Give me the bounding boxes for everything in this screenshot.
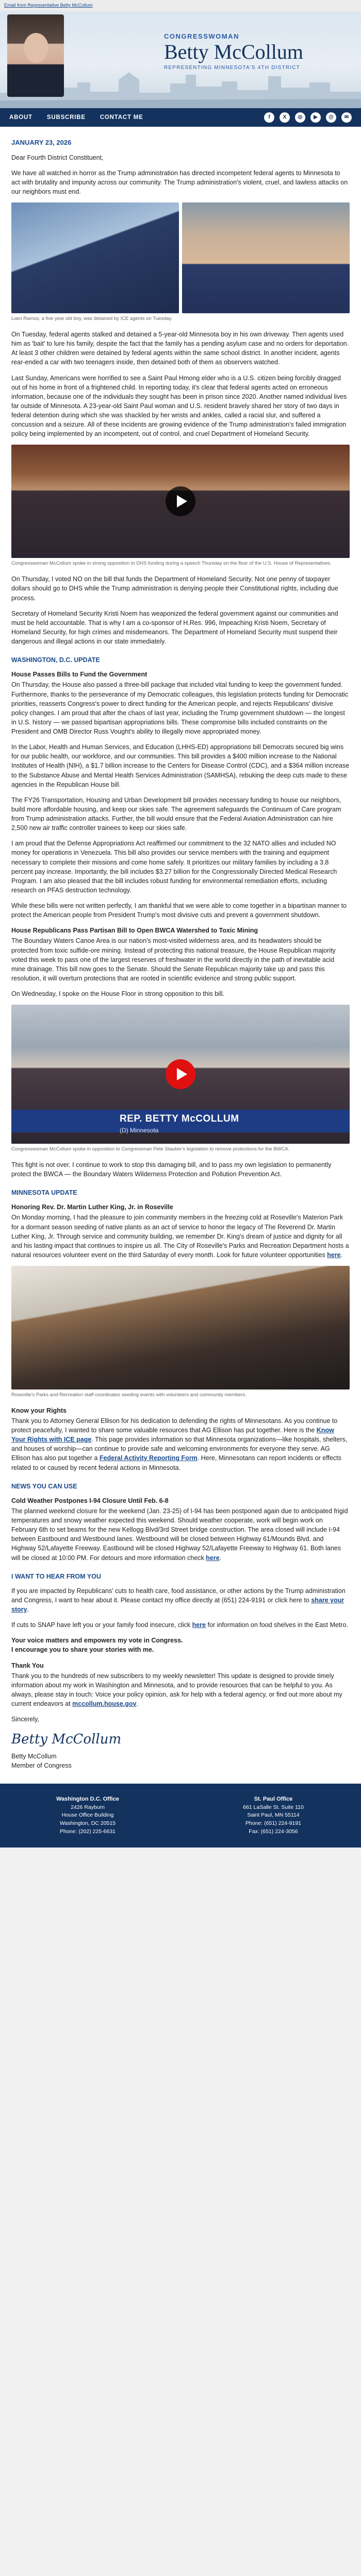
x-icon[interactable]: X: [280, 112, 290, 123]
office-line: 661 LaSalle St. Suite 110: [243, 1804, 304, 1810]
video-floor-speech[interactable]: [11, 445, 350, 558]
nameplate-name: Betty McCollum: [164, 40, 303, 63]
office-title: Washington D.C. Office: [56, 1796, 119, 1803]
paragraph: Secretary of Homeland Security Kristi Noem has weaponized the federal government against our communities and must be held accountable. That is why I am a co-sponsor of H.Res. 996, Impeaching Kristi Noem, Secretary of Homeland Security, for high crimes and misdemeanors. The Department of Homeland Security must suspend their dangerous and illegal actions in our state immediately.: [11, 609, 338, 645]
nameplate-title: CONGRESSWOMAN: [164, 32, 239, 40]
share-story-link[interactable]: share your story: [11, 1596, 344, 1614]
nav-contact[interactable]: CONTACT ME: [100, 114, 143, 121]
paragraph: The planned weekend closure for the weekend (Jan. 23-25) of I-94 has been postponed again due to anticipated frigid temperatures and snowy weather expected this weekend. Should weather cooperate, work will begin work on February 6th to set beams for the new Kellogg Blvd/3rd Street bridge construction. The area closed will include I-94 between Eastbound and Westbound lanes. Westbound will be closed between Highway 61/Mounds Blvd. and Highway 52/Lafayette Freeway. Eastbound will be closed Highway 52/Lafayette Freeway to Highway 61. Both lanes will be closed at 10:00 PM. For detours and more information check here.: [11, 1507, 348, 1562]
video-speaker-party: (D) Minnesota: [120, 1126, 159, 1134]
nav-about[interactable]: ABOUT: [9, 114, 32, 121]
paragraph: On Monday morning, I had the pleasure to join community members in the freezing cold at Roseville's Materion Park for a dormant season seeding of native plants as an act of service to honor the legacy of The Reverend Dr. Martin Luther King, Jr. Through service and community building, we remember Dr. King's dream of justice and dignity for all and his lasting impact that continues to inspire us all. The City of Roseville's Parks and Recreation Department hosts a natural resources volunteer event on the third Saturday of every month. Look for future volunteer opportunities here.: [11, 1214, 349, 1259]
office-title: St. Paul Office: [254, 1796, 293, 1803]
office-line: Washington, DC 20515: [59, 1820, 116, 1827]
office-line: 2426 Rayburn: [71, 1804, 105, 1810]
play-icon[interactable]: [166, 1059, 195, 1089]
signer-name: Betty McCollum: [11, 1752, 57, 1760]
youtube-icon[interactable]: ▶: [310, 112, 321, 123]
paragraph-text: for information on food shelves in the East Metro.: [207, 1621, 348, 1629]
footer-office-dc: [31, 1795, 144, 1836]
paragraph: On Thursday, I voted NO on the bill that funds the Department of Homeland Security. Not one penny of taxpayer dollars should go to DHS while the Trump administration is denying people their Constitutional rights, including due process.: [11, 575, 338, 602]
paragraph-text: Thank you to Attorney General Ellison for his dedication to defending the rights of Minnesotans. As you continue to protect peacefully, I wanted to share some valuable resources that AG Ellison has put together. Here is the: [11, 1417, 338, 1434]
main-content: [0, 127, 361, 1775]
nameplate: [164, 32, 350, 72]
office-line: House Office Building: [61, 1812, 114, 1819]
paragraph-text: The planned weekend closure for the weekend (Jan. 23-25) of I-94 has been postponed again due to anticipated frigid temperatures and snowy weather expected this weekend. Should weather cooperate, work will begin work on February 6th to set beams for the new Kellogg Blvd/3rd Street bridge construction. The area closed will include I-94 between Eastbound and Westbound lanes. Westbound will be closed between Highway 61/Mounds Blvd. and Highway 52/Lafayette Freeway. Eastbound will be closed Highway 52/Lafayette Freeway to Highway 61. Both lanes will be closed at 10:00 PM. For detours and more information check: [11, 1507, 348, 1562]
instagram-icon[interactable]: ◎: [295, 112, 305, 123]
top-bar: [0, 0, 361, 11]
footer-office-stpaul: [217, 1795, 330, 1836]
signer-title: Member of Congress: [11, 1762, 72, 1770]
photo-child: [182, 202, 350, 313]
header-banner: [0, 11, 361, 108]
section-heading-mn: MINNESOTA UPDATE: [11, 1189, 77, 1197]
subheading: Thank You: [11, 1662, 44, 1669]
paragraph: If you are impacted by Republicans' cuts to health care, food assistance, or other actions by the Trump administration and Congress, I want to hear about it. Please contact my office directly at (651) 224-9191 or click here to share your story.: [11, 1587, 346, 1614]
section-heading-dc: WASHINGTON, D.C. UPDATE: [11, 656, 100, 664]
facebook-icon[interactable]: f: [264, 112, 274, 123]
video-caption: Congresswoman McCollum spoke in strong opposition to DHS funding during a speech Thursday on the floor of the U.S. House of Representatives.: [11, 561, 332, 567]
office-line: Saint Paul, MN 55114: [247, 1812, 300, 1819]
paragraph-text: Thank you to the hundreds of new subscribers to my weekly newsletter! This update is designed to provide timely information about my work in Washington and Minnesota, and to provide resources that can be helpful to you. As always, please stay in touch: Voice your policy opinion, ask for help with a federal agency, or find out more about my current endeavors at: [11, 1672, 342, 1708]
paragraph-text: On Monday morning, I had the pleasure to join community members in the freezing cold at Roseville's Materion Park for a dormant season seeding of native plants as an act of service to honor the legacy of The Reverend Dr. Martin Luther King, Jr. Through service and community building, we remember Dr. King's dream of justice and dignity for all and his lasting impact that continues to inspire us all. The City of Roseville's Parks and Recreation Department hosts a natural resources volunteer event on the third Saturday of every month. Look for future volunteer opportunities: [11, 1214, 349, 1259]
paragraph: We have all watched in horror as the Trump administration has directed incompetent federal agents to Minnesota to act with brutality and impunity across our community. The Trump administration's violent, cruel, and lawless attacks on our neighbors must end.: [11, 169, 348, 196]
threads-icon[interactable]: @: [326, 112, 336, 123]
photo-roseville-event: [11, 1266, 350, 1389]
paragraph-text: . Here, Minnesotans can report incidents or effects related to or caused by recent federal actions in Minnesota.: [11, 1454, 341, 1471]
email-icon[interactable]: ✉: [341, 112, 352, 123]
paragraph: On Wednesday, I spoke on the House Floor in strong opposition to this bill.: [11, 990, 224, 997]
newsletter: [0, 11, 361, 1868]
subheading: Honoring Rev. Dr. Martin Luther King, Jr. in Roseville: [11, 1204, 173, 1211]
office-phone: Phone: (651) 224-9191: [245, 1820, 301, 1827]
footer: [0, 1784, 361, 1848]
paragraph: In the Labor, Health and Human Services, and Education (LHHS-ED) appropriations bill Democrats secured big wins for our public health, our workforce, and our communities. This bill provides a $400 million increase to the National Institutes of Health (NIH), a $1.7 billion increase to the Centers for Disease Control (CDC), and a $364 million increase to the Substance Abuse and Mental Health Services Administration (SAMHSA), rebuking the deep cuts made to these agencies in the Republican House bill.: [11, 743, 350, 788]
footer-spacer: [0, 1848, 361, 1868]
photo-toy: [11, 202, 179, 313]
photo-caption: Roseville's Parks and Recreation staff coordinates seeding events with volunteers and community members.: [11, 1392, 247, 1398]
nav-subscribe[interactable]: SUBSCRIBE: [46, 114, 86, 121]
headshot-photo: [7, 14, 64, 97]
nameplate-district: REPRESENTING MINNESOTA'S 4TH DISTRICT: [164, 64, 300, 71]
paragraph: The Boundary Waters Canoe Area is our nation's most-visited wilderness area, and its headwaters should be protected from toxic sulfide-ore mining. Instead of protecting this national treasure, the House Republican majority voted this week to pass one of the largest reserves of freshwater in the world directly in the path of inevitable acid mine drainage. This bill now goes to the Senate. Should the Senate Republican majority take up and pass this resolution, it will overturn protections that are rooted in scientific evidence and strong public support.: [11, 937, 336, 982]
greeting: Dear Fourth District Constituent,: [11, 154, 104, 161]
volunteer-link[interactable]: here: [327, 1251, 341, 1259]
signature: Betty McCollum: [11, 1732, 122, 1748]
paragraph: Last Sunday, Americans were horrified to see a Saint Paul Hmong elder who is a U.S. citizen being forcibly dragged out of his home in front of a frightened child. In reporting today, it's clear that federal agents acted on erroneous information, because one of the individuals they sought has been in prison since 2020. Another named individual lives far outside of Minnesota. A 23-year-old Saint Paul woman and U.S. resident bravely shared her story of two days in federal detention during which she was shackled by her wrists and ankles, called a racial slur, and suffered a concussion and a seizure. All of these incidents are growing evidence of the Trump administration's failed immigration policy being implemented by an incompetent, out of control, and cruel Department of Homeland Security.: [11, 374, 347, 438]
video-caption: Congresswoman McCollum spoke in opposition to Congressman Pete Stauber's legislation to remove protections for the BWCA.: [11, 1146, 290, 1153]
play-icon[interactable]: [166, 486, 195, 516]
paragraph: The FY26 Transportation, Housing and Urban Development bill provides necessary funding to house our neighbors, build more affordable housing, and keep our skies safe. The agreement safeguards the Continuum of Care program from Trump administration attacks. Further, the bill would ensure that the Federal Aviation Administration can hire 2,500 new air traffic controller trainees to keep our skies safe.: [11, 796, 341, 832]
reporting-form-link[interactable]: Federal Activity Reporting Form: [99, 1454, 198, 1462]
food-shelf-link[interactable]: here: [192, 1621, 206, 1629]
detour-link[interactable]: here: [206, 1554, 220, 1562]
office-phone: Phone: (202) 225-6631: [60, 1828, 116, 1835]
subheading: House Passes Bills to Fund the Government: [11, 671, 147, 679]
photo-pair: [11, 202, 350, 313]
subheading: Cold Weather Postpones I-94 Closure Until Feb. 6-8: [11, 1497, 169, 1504]
newsletter-date: JANUARY 23, 2026: [11, 139, 72, 146]
paragraph: [11, 1620, 350, 1630]
topbar-link[interactable]: Email from Representative Betty McCollum: [4, 3, 93, 8]
paragraph: While these bills were not written perfectly, I am thankful that we were able to come together in a bipartisan manner to protect the American people from President Trump's most divisive cuts and prevent a government shutdown.: [11, 902, 347, 919]
know-your-rights-link[interactable]: Know Your Rights with ICE page: [11, 1427, 334, 1444]
paragraph: I am proud that the Defense Appropriations Act reaffirmed our commitment to the 32 NATO allies and included NO money for operations in Venezuela. This bill also provides our service members with the training and equipment necessary to complete their missions and come home safely. It prioritizes our military families by including a 3.8 percent pay increase. Importantly, the bill includes $3.27 billion for the Congressionally Directed Medical Research Program. I am also pleased that the bill includes robust funding for environmental remediation efforts, including research on PFAS destruction technology.: [11, 840, 337, 894]
website-link[interactable]: mccollum.house.gov: [72, 1700, 137, 1708]
video-lower-third: [11, 1110, 350, 1132]
paragraph: On Thursday, the House also passed a three-bill package that included vital funding to keep the government funded. Furthermore, thanks to the perseverance of my Democratic colleagues, this legislation protects funding for Democratic priorities, reasserts Congress's power to direct funding for the American people, and rejects Republicans' divisive policy changes. I am proud that after the chaos of last year, including the Trump government shutdown — the longest in U.S. history — we passed bipartisan appropriations bills. These compromise bills included constraints on the President and OMB Director Russ Vought's ability to illegally move appropriated money.: [11, 681, 349, 735]
section-heading-hear: I WANT TO HEAR FROM YOU: [11, 1572, 101, 1580]
paragraph: On Tuesday, federal agents stalked and detained a 5-year-old Minnesota boy in his own driveway. Then agents used him as 'bait' to lure his family, despite the fact that the family has a pending asylum case and no orders for deportation. At least 3 other children were detained by federal agents within the same school district. In another incident, agents rear-ended a car with two teenagers inside, then detained both of them as observers watched.: [11, 331, 349, 366]
paragraph: [11, 1416, 350, 1472]
paragraph-text: If you are impacted by Republicans' cuts to health care, food assistance, or other actions by the Trump administration and Congress, I want to hear about it. Please contact my office directly at (651) 224-9191 or click here to: [11, 1587, 346, 1604]
photo-caption: Liam Ramos, a five year old boy, was detained by ICE agents on Tuesday.: [11, 316, 173, 322]
video-bwca-speech[interactable]: [11, 1005, 350, 1144]
social-links: [264, 112, 352, 123]
sign-off: Sincerely,: [11, 1716, 39, 1723]
paragraph-text: . This page provides information so that Minnesota organizations—like hospitals, shelters, and houses of worship—can continue to provide safe and welcoming environments for everyone they serve. AG Ellison has also put together a: [11, 1436, 348, 1462]
subheading: Know your Rights: [11, 1406, 67, 1414]
paragraph: This fight is not over. I continue to work to stop this damaging bill, and to pass my own legislation to permanently protect the BWCA — the Boundary Waters Wilderness Protection and Pollution Prevention Act.: [11, 1161, 332, 1178]
nav-bar: [0, 108, 361, 127]
emphasis-paragraph: Your voice matters and empowers my vote in Congress. I encourage you to share your stories with me.: [11, 1637, 183, 1654]
paragraph-text: If cuts to SNAP have left you or your family food insecure, click: [11, 1621, 191, 1629]
paragraph: Thank you to the hundreds of new subscribers to my weekly newsletter! This update is designed to provide timely information about my work in Washington and Minnesota, and to provide resources that can be helpful to you. As always, please stay in touch: Voice your policy opinion, ask for help with a federal agency, or find out more about my current endeavors at mccollum.house.gov.: [11, 1672, 342, 1708]
subheading: House Republicans Pass Partisan Bill to Open BWCA Watershed to Toxic Mining: [11, 927, 258, 935]
office-fax: Fax: (651) 224-3056: [249, 1828, 298, 1835]
video-speaker-name: REP. BETTY McCOLLUM: [120, 1113, 239, 1125]
section-heading-news: NEWS YOU CAN USE: [11, 1482, 77, 1490]
